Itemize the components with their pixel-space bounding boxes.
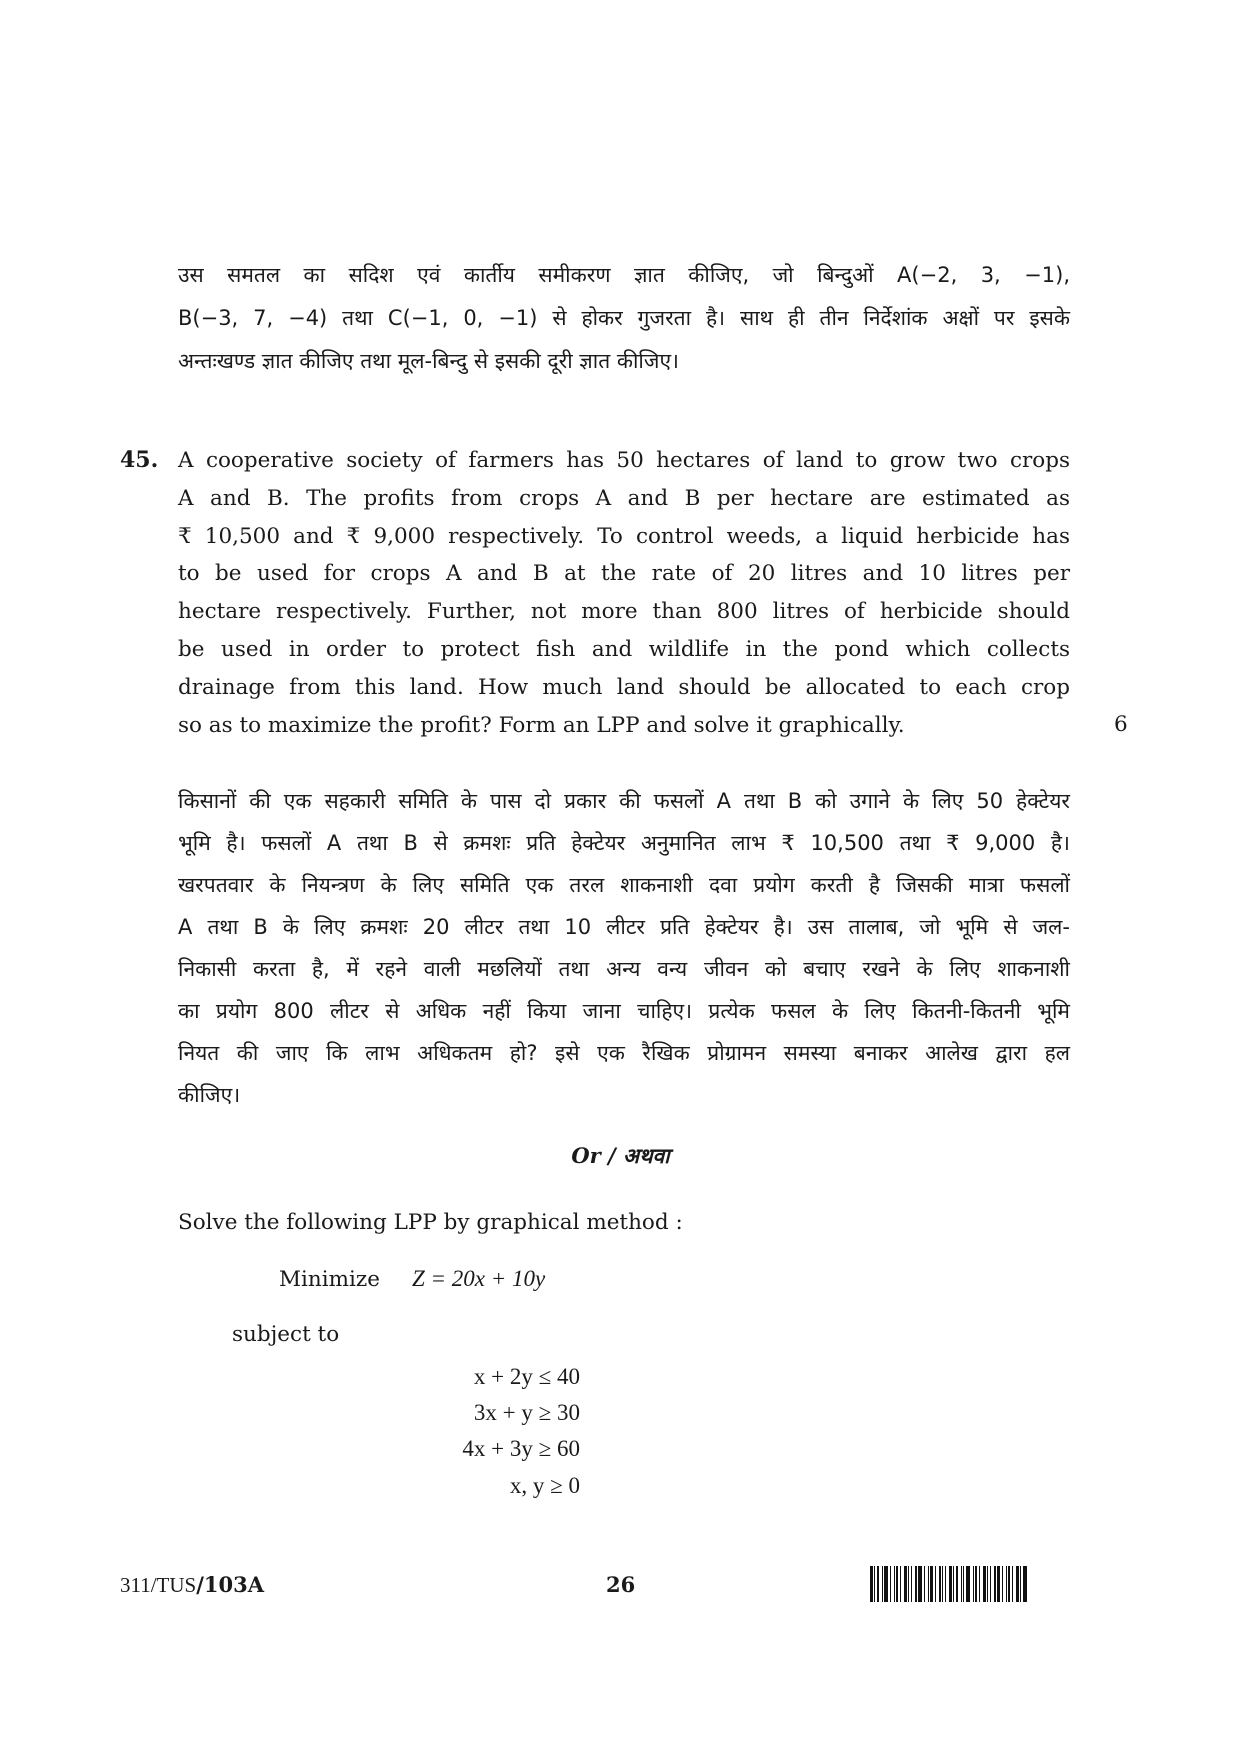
barcode-bar xyxy=(973,1566,974,1602)
barcode-bar xyxy=(939,1566,941,1602)
question-number: 45. xyxy=(120,447,159,473)
barcode-bar xyxy=(956,1566,958,1602)
text-line: किसानों की एक सहकारी समिति के पास दो प्रकार की फसलों A तथा B को उगाने के लिए 50 हेक्टेयर xyxy=(178,789,1070,813)
prev-question-hindi xyxy=(178,254,1070,383)
barcode-bar xyxy=(961,1566,962,1602)
barcode-bar xyxy=(966,1566,970,1602)
barcode-bar xyxy=(975,1566,977,1602)
paper-code-prefix: 311/TUS xyxy=(120,1573,197,1597)
text-line: to be used for crops A and B at the rate of 20 litres and 10 litres per xyxy=(178,561,1070,587)
alt-question-intro: Solve the following LPP by graphical method : xyxy=(178,1210,683,1235)
barcode-bar xyxy=(963,1566,964,1602)
barcode-bar xyxy=(997,1566,1000,1602)
barcode-bar xyxy=(896,1566,898,1602)
page-number: 26 xyxy=(606,1572,636,1597)
barcode-bar xyxy=(918,1566,922,1602)
barcode-bar xyxy=(882,1566,883,1602)
text-line: A and B. The profits from crops A and B per hectare are estimated as xyxy=(178,485,1070,511)
barcode-bar xyxy=(884,1566,888,1602)
barcode-bar xyxy=(900,1566,901,1602)
barcode-bar xyxy=(904,1566,907,1602)
barcode-bar xyxy=(987,1566,988,1602)
barcode-bar xyxy=(1012,1566,1013,1602)
barcode-bar xyxy=(915,1566,917,1602)
objective-function: Z = 20x + 10y xyxy=(412,1266,546,1291)
subject-to-label: subject to xyxy=(232,1322,340,1347)
constraint: x, y ≥ 0 xyxy=(509,1473,580,1498)
barcode-bar xyxy=(1016,1566,1019,1602)
barcode-bar xyxy=(908,1566,909,1602)
text-line: का प्रयोग 800 लीटर से अधिक नहीं किया जाना चाहिए। प्रत्येक फसल के लिए कितनी-कितनी भूमि xyxy=(178,999,1070,1023)
barcode-bar xyxy=(945,1566,946,1602)
barcode-bar xyxy=(874,1566,875,1602)
barcode-icon xyxy=(870,1566,1130,1602)
barcode-bar xyxy=(1008,1566,1010,1602)
barcode-bar xyxy=(911,1566,912,1602)
barcode-bar xyxy=(1020,1566,1021,1602)
minimize-label: Minimize xyxy=(279,1267,380,1292)
text-line: भूमि है। फसलों A तथा B से क्रमशः प्रति हेक्टेयर अनुमानित लाभ ₹ 10,500 तथा ₹ 9,000 है। xyxy=(178,831,1070,855)
barcode-bar xyxy=(924,1566,925,1602)
or-separator: Or / अथवा xyxy=(571,1143,670,1168)
paper-code xyxy=(120,1572,264,1598)
barcode-bar xyxy=(930,1566,933,1602)
text-line: drainage from this land. How much land should be allocated to each crop xyxy=(178,674,1070,700)
barcode-bar xyxy=(953,1566,954,1602)
barcode-bar xyxy=(1002,1566,1003,1602)
barcode-bar xyxy=(928,1566,929,1602)
text-line: उस समतल का सदिश एवं कार्तीय समीकरण ज्ञात कीजिए, जो बिन्दुओं A(−2, 3, −1), xyxy=(178,263,1070,287)
constraint: x + 2y ≤ 40 xyxy=(473,1364,580,1389)
barcode-bar xyxy=(870,1566,873,1602)
paper-code-suffix: /103A xyxy=(196,1572,265,1597)
text-line: कीजिए। xyxy=(178,1083,241,1107)
barcode-bar xyxy=(935,1566,936,1602)
barcode-bar xyxy=(1006,1566,1007,1602)
question-hindi xyxy=(178,780,1070,1116)
barcode-bar xyxy=(890,1566,891,1602)
text-line: A cooperative society of farmers has 50 hectares of land to grow two crops xyxy=(178,448,1070,473)
barcode-bar xyxy=(949,1566,952,1602)
text-line: नियत की जाए कि लाभ अधिकतम हो? इसे एक रैखिक प्रोग्रामन समस्या बनाकर आलेख द्वारा हल xyxy=(178,1041,1070,1065)
text-line: अन्तःखण्ड ज्ञात कीजिए तथा मूल-बिन्दु से इसकी दूरी ज्ञात कीजिए। xyxy=(178,349,680,373)
text-line: निकासी करता है, में रहने वाली मछलियों तथा अन्य वन्य जीवन को बचाए रखने के लिए शाकनाशी xyxy=(178,957,1070,981)
text-line: ₹ 10,500 and ₹ 9,000 respectively. To control weeds, a liquid herbicide has xyxy=(178,523,1070,549)
barcode-bar xyxy=(942,1566,943,1602)
question-marks: 6 xyxy=(1114,712,1128,737)
barcode-bar xyxy=(894,1566,895,1602)
text-line: hectare respectively. Further, not more than 800 litres of herbicide should xyxy=(178,599,1070,625)
barcode-bar xyxy=(1023,1566,1027,1602)
text-line: B(−3, 7, −4) तथा C(−1, 0, −1) से होकर गुजरता है। साथ ही तीन निर्देशांक अक्षों पर इसके xyxy=(178,306,1070,330)
barcode-bar xyxy=(983,1566,986,1602)
barcode-bar xyxy=(877,1566,879,1602)
barcode-bar xyxy=(994,1566,996,1602)
barcode-bar xyxy=(990,1566,991,1602)
text-line: A तथा B के लिए क्रमशः 20 लीटर तथा 10 लीटर प्रति हेक्टेयर है। उस तालाब, जो भूमि से जल- xyxy=(178,915,1070,939)
text-line: खरपतवार के नियन्त्रण के लिए समिति एक तरल शाकनाशी दवा प्रयोग करती है जिसकी मात्रा फसलों xyxy=(178,873,1070,897)
text-line: so as to maximize the profit? Form an LPP and solve it graphically. xyxy=(178,712,905,738)
barcode-bar xyxy=(979,1566,980,1602)
constraint: 4x + 3y ≥ 60 xyxy=(462,1436,580,1461)
question-english xyxy=(178,442,1070,744)
constraint: 3x + y ≥ 30 xyxy=(473,1400,580,1425)
text-line: be used in order to protect fish and wildlife in the pond which collects xyxy=(178,636,1070,662)
